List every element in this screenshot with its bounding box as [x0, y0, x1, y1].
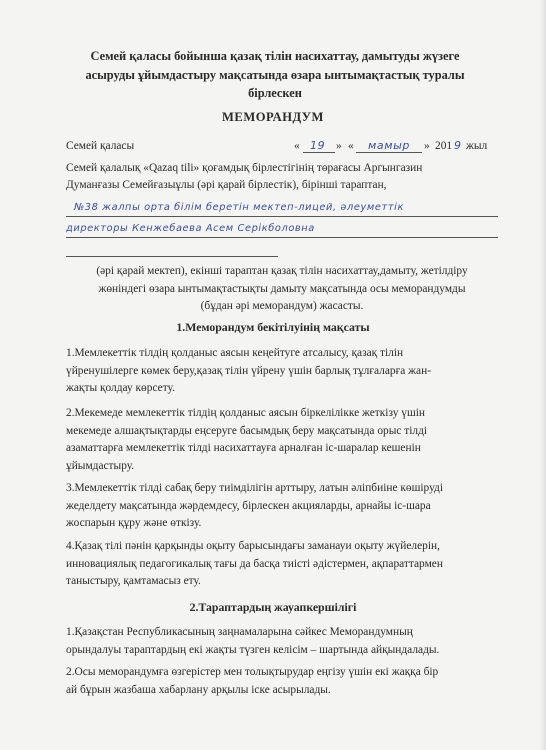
document-title [60, 47, 490, 103]
paragraph-line: (әрі қарай мектеп), екінші тараптан қазақ тілін насихаттау,дамыту, жетілдіру [96, 265, 468, 277]
paragraph-line: жоспарын құру және өткізу. [66, 517, 202, 530]
date-month: мамыр [368, 139, 411, 152]
paragraph-line: таныстыру, қамтамасыз ету. [66, 575, 201, 588]
paragraph-line: 2.Осы меморандумға өзгерістер мен толықтырудар еңгізу үшін екі жаққа бір [66, 666, 439, 678]
section1-heading: 1.Меморандум бекітілуінің мақсаты [176, 320, 370, 334]
day-underline [303, 152, 335, 153]
date-day: 19 [310, 139, 326, 152]
city-label: Семей қаласы [66, 140, 135, 152]
section1-paragraph-3 [66, 480, 498, 533]
fill-line [66, 256, 278, 257]
paragraph-line: мекемеде алшақтықтарды еңсеруге басымдық беру мақсатында орыс тілді [66, 424, 428, 437]
handwritten-school-line: №38 жалпы орта білім беретін мектеп-лицей, әлеуметтік [74, 202, 404, 213]
memorandum-heading: МЕМОРАНДУМ [222, 110, 324, 124]
paragraph-line: үйренушілерге көмек беру,қазақ тілін үйрену үшін барлық тұлғаларға жан- [66, 364, 431, 377]
section1-paragraph-2 [66, 405, 498, 475]
intro-line: Думанғазы Семейғазыұлы (әрі қарай бірлестік), бірінші тараптан, [66, 179, 387, 191]
date-open-quote: « [294, 140, 300, 152]
handwritten-director-line: директоры Кенжебаева Асем Серікболовна [66, 223, 315, 234]
title-line: асыруды ұйымдастыру мақсатында өзара ынтымақтастық туралы [85, 67, 465, 82]
paragraph-line: (бұдан әрі меморандум) жасасты. [200, 300, 364, 313]
paragraph-line: 3.Мемлекеттік тілді сабақ беру тиімділігін арттыру, латын әліпбиіне көшіруді [66, 482, 444, 494]
paragraph-line: жеделдету мақсатында жәрдемдесу, бірлескен акцияларды, арнайы іс-шара [66, 499, 431, 512]
section2-paragraph-2 [66, 664, 498, 699]
title-line: Семей қаласы бойынша қазақ тілін насихаттау, дамытуды жүзеге [90, 49, 460, 63]
paragraph-line: 1.Мемлекеттік тілдің қолданыс аясын кеңейтуге атсалысу, қазақ тілін [66, 347, 404, 359]
year-prefix: 201 [435, 140, 453, 152]
paragraph-line: ұйымдастыру. [66, 459, 135, 472]
year-digit: 9 [454, 139, 462, 152]
paragraph-line: инновациялық педагогикалық тағы да басқа тиісті әдістермен, ақпараттармен [66, 557, 443, 570]
fill-line [66, 216, 498, 217]
paragraph-line: ай бұрын жазбаша хабарлану арқылы іске асырылады. [66, 683, 331, 696]
month-underline [356, 152, 422, 153]
section2-heading: 2.Тараптардың жауапкершілігі [189, 600, 357, 614]
paragraph-line: азаматтарға мемлекеттік тілді насихаттауға арналған іс-шаралар кешенін [66, 442, 421, 455]
section1-paragraph-4 [66, 538, 498, 591]
year-suffix: жыл [466, 140, 488, 152]
month-close-quote: » [424, 140, 430, 152]
month-open-quote: « [348, 140, 354, 152]
parties-paragraph [66, 263, 498, 316]
section1-paragraph-1 [66, 345, 498, 398]
section2-paragraph-1 [66, 624, 498, 659]
page-edge-shadow [540, 0, 546, 750]
paragraph-line: орындалуы тараптардың екі жақты түзген келісім – шартында айқындалады. [66, 643, 440, 656]
paragraph-line: жөніндегі өзара ынтымақтастықты дамыту мақсатында осы меморандумды [98, 282, 466, 295]
date-close-quote: » [336, 140, 342, 152]
fill-line [66, 237, 498, 238]
intro-line: Семей қалалық «Qazaq tili» қоғамдық бірлестігінің төрағасы Аргынгазин [66, 162, 423, 174]
title-line: бірлескен [248, 86, 302, 100]
paragraph-line: жақты қолдау көрсету. [66, 382, 175, 395]
paragraph-line: 1.Қазақстан Республикасының заңнамаларына сәйкес Меморандумның [66, 626, 413, 638]
paragraph-line: 4.Қазақ тілі пәнін қарқынды оқыту барысындағы заманауи оқыту жүйелерін, [66, 540, 440, 552]
paragraph-line: 2.Мекемеде мемлекеттік тілдің қолданыс аясын біркелілікке жеткізу үшін [66, 407, 425, 419]
